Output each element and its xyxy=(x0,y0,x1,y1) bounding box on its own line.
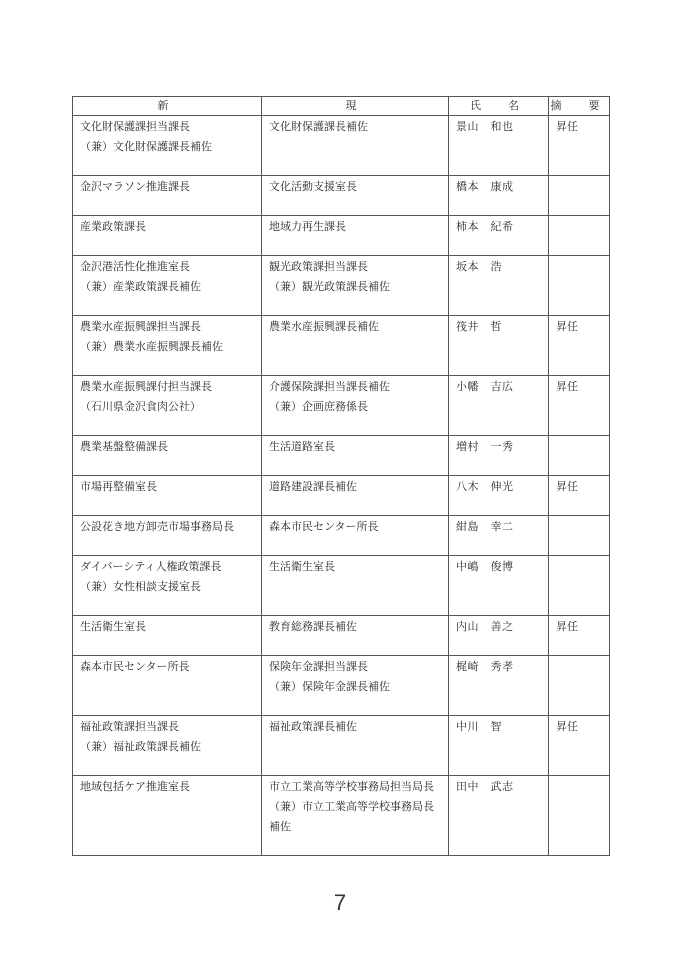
table-row xyxy=(73,376,610,436)
table-row xyxy=(73,256,610,316)
new-text: 文化財保護課担当課長 xyxy=(80,120,190,133)
cell-current xyxy=(262,776,449,856)
new-text: 金沢港活性化推進室長 xyxy=(80,260,190,273)
cell-current xyxy=(262,616,449,656)
new-text: （兼）文化財保護課長補佐 xyxy=(80,140,212,153)
cell-note xyxy=(549,656,610,716)
name-text: 小幡 吉広 xyxy=(456,380,514,393)
new-text: 市場再整備室長 xyxy=(80,480,157,493)
name-text: 柿本 紀希 xyxy=(456,220,514,233)
cell-new xyxy=(73,436,262,476)
note-text: 昇任 xyxy=(556,620,578,633)
cell-new xyxy=(73,656,262,716)
name-text: 田中 武志 xyxy=(456,780,514,793)
table-row xyxy=(73,216,610,256)
cell-name xyxy=(449,216,549,256)
current-text: 介護保険課担当課長補佐 xyxy=(269,380,390,393)
current-text: 文化財保護課長補佐 xyxy=(269,120,368,133)
cell-new xyxy=(73,556,262,616)
new-text: 農業水産振興課担当課長 xyxy=(80,320,201,333)
name-text: 八木 伸光 xyxy=(456,480,514,493)
cell-current xyxy=(262,216,449,256)
cell-note xyxy=(549,716,610,776)
new-text: 生活衛生室長 xyxy=(80,620,146,633)
new-text: 地域包括ケア推進室長 xyxy=(80,780,190,793)
new-text: ダイバーシティ人権政策課長 xyxy=(80,560,222,573)
cell-new xyxy=(73,256,262,316)
current-text: （兼）市立工業高等学校事務局長補佐 xyxy=(269,800,434,833)
cell-new xyxy=(73,616,262,656)
header-note: 摘 要 xyxy=(549,97,610,116)
cell-note xyxy=(549,436,610,476)
new-text: （兼）福祉政策課長補佐 xyxy=(80,740,201,753)
table-body xyxy=(73,116,610,856)
current-text: 市立工業高等学校事務局担当局長 xyxy=(269,780,434,793)
cell-new xyxy=(73,176,262,216)
table-row xyxy=(73,616,610,656)
note-text: 昇任 xyxy=(556,480,578,493)
cell-note xyxy=(549,376,610,436)
current-text: 文化活動支援室長 xyxy=(269,180,357,193)
cell-name xyxy=(449,376,549,436)
cell-current xyxy=(262,176,449,216)
current-text: 地域力再生課長 xyxy=(269,220,346,233)
cell-current xyxy=(262,516,449,556)
header-row xyxy=(73,97,610,116)
table-row xyxy=(73,436,610,476)
new-text: （兼）産業政策課長補佐 xyxy=(80,280,201,293)
cell-name xyxy=(449,256,549,316)
cell-new xyxy=(73,316,262,376)
cell-current xyxy=(262,376,449,436)
table-row xyxy=(73,176,610,216)
current-text: 森本市民センター所長 xyxy=(269,520,379,533)
new-text: （兼）女性相談支援室長 xyxy=(80,580,201,593)
cell-current xyxy=(262,116,449,176)
table-row xyxy=(73,656,610,716)
note-text: 昇任 xyxy=(556,720,578,733)
new-text: 福祉政策課担当課長 xyxy=(80,720,179,733)
cell-note xyxy=(549,516,610,556)
header-current: 現 xyxy=(262,97,449,116)
name-text: 梶崎 秀孝 xyxy=(456,660,514,673)
cell-name xyxy=(449,556,549,616)
table-row xyxy=(73,116,610,176)
table-row xyxy=(73,516,610,556)
current-text: 生活道路室長 xyxy=(269,440,335,453)
name-text: 紺島 幸二 xyxy=(456,520,514,533)
table-row xyxy=(73,776,610,856)
current-text: 保険年金課担当課長 xyxy=(269,660,368,673)
cell-name xyxy=(449,516,549,556)
name-text: 坂本 浩 xyxy=(456,260,502,273)
name-text: 内山 善之 xyxy=(456,620,514,633)
cell-note xyxy=(549,216,610,256)
new-text: 農業水産振興課付担当課長 xyxy=(80,380,212,393)
cell-new xyxy=(73,116,262,176)
cell-name xyxy=(449,476,549,516)
note-text: 昇任 xyxy=(556,320,578,333)
cell-current xyxy=(262,436,449,476)
cell-name xyxy=(449,116,549,176)
cell-name xyxy=(449,316,549,376)
personnel-table xyxy=(72,96,610,856)
page-number: 7 xyxy=(333,890,347,915)
new-text: （兼）農業水産振興課長補佐 xyxy=(80,340,223,353)
current-text: 農業水産振興課長補佐 xyxy=(269,320,379,333)
new-text: （石川県金沢食肉公社） xyxy=(80,400,201,413)
cell-name xyxy=(449,716,549,776)
cell-note xyxy=(549,556,610,616)
name-text: 筏井 哲 xyxy=(456,320,502,333)
cell-current xyxy=(262,476,449,516)
cell-name xyxy=(449,616,549,656)
new-text: 公設花き地方卸売市場事務局長 xyxy=(80,520,234,533)
current-text: 福祉政策課長補佐 xyxy=(269,720,357,733)
cell-note xyxy=(549,316,610,376)
current-text: （兼）観光政策課長補佐 xyxy=(269,280,390,293)
cell-name xyxy=(449,656,549,716)
note-text: 昇任 xyxy=(556,120,578,133)
new-text: 森本市民センター所長 xyxy=(80,660,190,673)
name-text: 景山 和也 xyxy=(456,120,514,133)
table-row xyxy=(73,556,610,616)
new-text: 金沢マラソン推進課長 xyxy=(80,180,190,193)
name-text: 中嶋 俊博 xyxy=(456,560,514,573)
current-text: 道路建設課長補佐 xyxy=(269,480,357,493)
cell-new xyxy=(73,716,262,776)
cell-note xyxy=(549,256,610,316)
current-text: （兼）企画庶務係長 xyxy=(269,400,368,413)
current-text: 生活衛生室長 xyxy=(269,560,335,573)
cell-new xyxy=(73,376,262,436)
note-text: 昇任 xyxy=(556,380,578,393)
current-text: （兼）保険年金課長補佐 xyxy=(269,680,390,693)
cell-name xyxy=(449,436,549,476)
name-text: 中川 智 xyxy=(456,720,502,733)
name-text: 橋本 康成 xyxy=(456,180,514,193)
new-text: 農業基盤整備課長 xyxy=(80,440,168,453)
current-text: 教育総務課長補佐 xyxy=(269,620,357,633)
table-row xyxy=(73,476,610,516)
cell-name xyxy=(449,776,549,856)
cell-new xyxy=(73,776,262,856)
table-row xyxy=(73,316,610,376)
name-text: 増村 一秀 xyxy=(456,440,514,453)
new-text: 産業政策課長 xyxy=(80,220,146,233)
cell-current xyxy=(262,316,449,376)
cell-current xyxy=(262,256,449,316)
cell-note xyxy=(549,616,610,656)
cell-current xyxy=(262,556,449,616)
cell-new xyxy=(73,216,262,256)
cell-current xyxy=(262,656,449,716)
cell-note xyxy=(549,476,610,516)
table-row xyxy=(73,716,610,776)
cell-current xyxy=(262,716,449,776)
cell-name xyxy=(449,176,549,216)
cell-note xyxy=(549,116,610,176)
cell-new xyxy=(73,476,262,516)
cell-note xyxy=(549,176,610,216)
header-new: 新 xyxy=(73,97,262,116)
cell-new xyxy=(73,516,262,556)
header-name: 氏 名 xyxy=(449,97,549,116)
cell-note xyxy=(549,776,610,856)
current-text: 観光政策課担当課長 xyxy=(269,260,368,273)
